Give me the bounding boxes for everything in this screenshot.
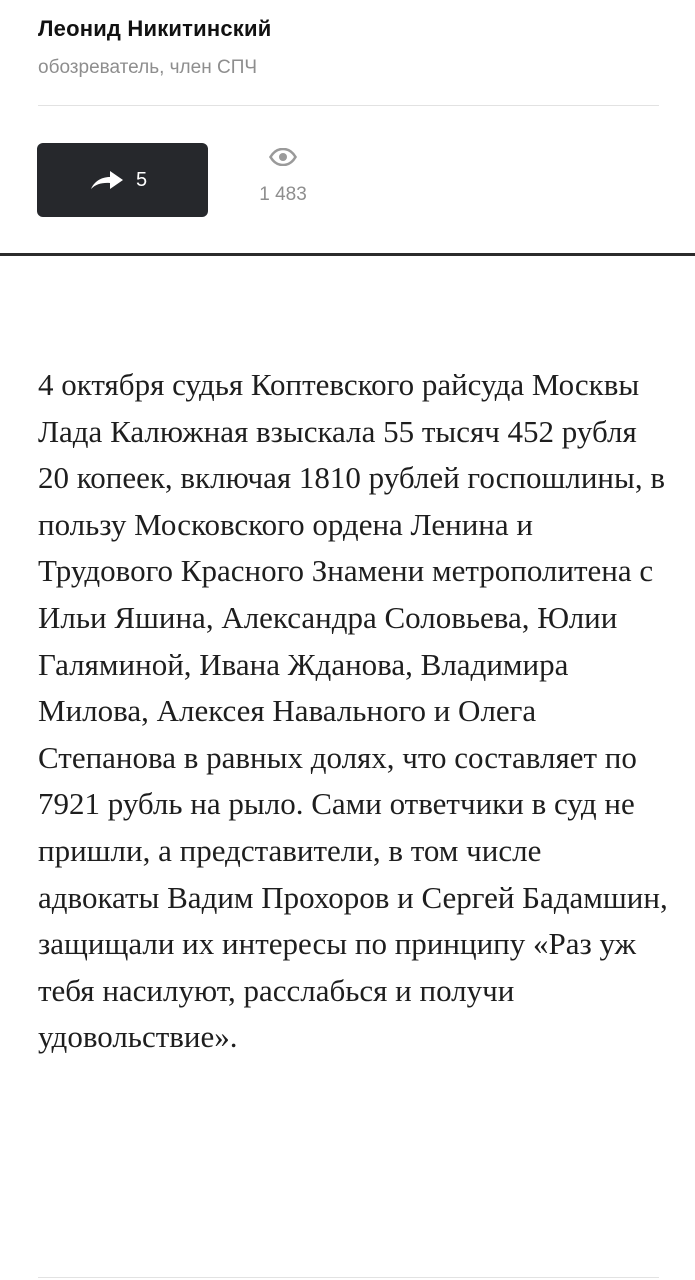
share-button[interactable] [37,143,208,217]
header-divider [0,253,695,256]
article-bottom-divider [38,1277,659,1278]
views-count: 1 483 [259,184,307,205]
author-name[interactable]: Леонид Никитинский [38,16,272,41]
author-divider [38,105,659,106]
author-block [38,14,659,82]
author-role: обозреватель, член СПЧ [38,57,258,78]
share-arrow-icon [90,169,124,191]
views-counter [240,148,326,207]
share-count: 5 [135,169,148,191]
article-paragraph: 4 октября судья Коптевского райсуда Москвы Лада Калюжная взыскала 55 тысяч 452 рубля 20 копеек, включая 1810 рублей госпошлины, в пользу Московского ордена Ленина и Трудового Красного Знамени метрополитена с Ильи Яшина, Александра Соловьева, Юлии Галяминой, Ивана Жданова, Владимира Милова, Алексея Навального и Олега Степанова в равных долях, что составляет по 7921 рубль на рыло. Сами ответчики в суд не пришли, а представители, в том числе адвокаты Вадим Прохоров и Сергей Бадамшин, защищали их интересы по принципу «Раз уж тебя насилуют, расслабься и получи удовольствие». [38,367,668,1055]
eye-icon [269,148,297,166]
